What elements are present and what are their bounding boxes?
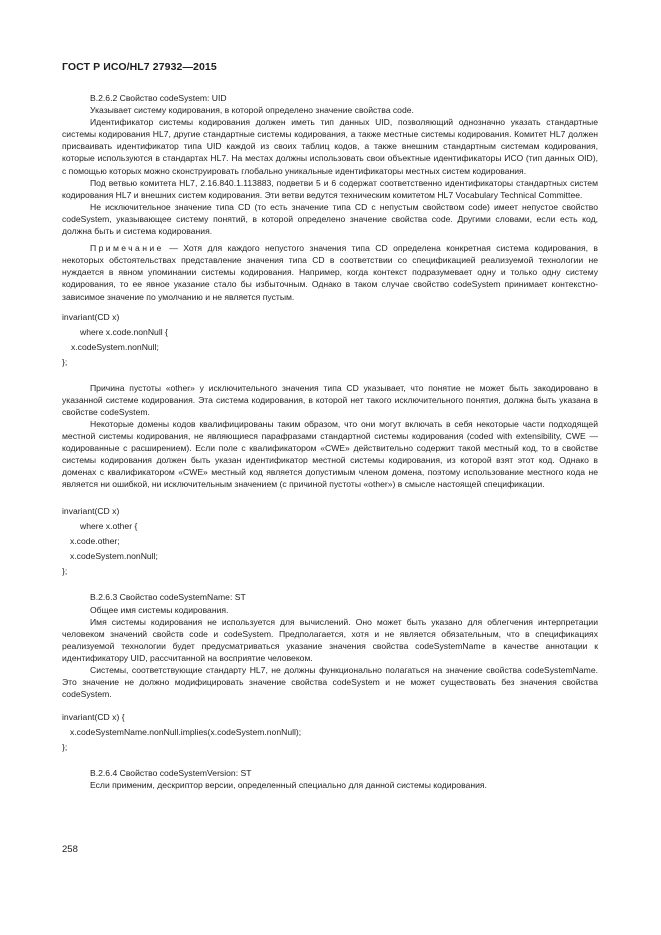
code-block xyxy=(62,710,598,755)
paragraph: Идентификатор системы кодирования должен иметь тип данных UID, позволяющий однозначно указать стандартные системы кодирования HL7, другие стандартные системы кодирования, а также местные системы кодирования. Комитет HL7 должен присваивать идентификатор типа UID каждой из своих таблиц кодов, а также внешним стандартным системам кодирования, которые используются в стандартах HL7. На местах должны использовать свои объектные идентификаторы ИСО (тип данных OID), с помощью которых можно сконструировать глобально уникальные идентификаторы местных систем кодирования. xyxy=(62,117,598,176)
code-line: }; xyxy=(62,356,68,367)
paragraph: Причина пустоты «other» у исключительного значения типа CD указывает, что понятие не может быть закодировано в указанной системе кодирования. Эта система кодирования, в которой нет такого исключительного понятия, должна быть указана в свойстве codeSystem. xyxy=(62,382,598,417)
code-block xyxy=(62,310,598,370)
code-line: invariant(CD x) { xyxy=(62,712,125,723)
paragraph: Общее имя системы кодирования. xyxy=(90,604,229,615)
note-label: Примечание xyxy=(90,243,164,254)
paragraph: Указывает систему кодирования, в которой определено значение свойства code. xyxy=(90,105,414,116)
code-line: where x.code.nonNull { xyxy=(80,326,168,337)
document-header: ГОСТ Р ИСО/HL7 27932—2015 xyxy=(62,61,217,73)
code-line: invariant(CD x) xyxy=(62,506,120,517)
section-heading-b263: В.2.6.3 Свойство codeSystemName: ST xyxy=(90,592,246,603)
paragraph: Имя системы кодирования не используется для вычислений. Оно может быть указано для облегчения интерпретации человеком значений свойств code и codeSystem. Предполагается, хотя и не является обязательным, что в спецификациях реализуемой технологии будет предусматриваться указание значения свойства codeSystemName в качестве аннотации к идентификатору UID, рассчитанной на восприятие человеком. xyxy=(62,616,598,663)
paragraph: Если применим, дескриптор версии, определенный специально для данной системы кодирования. xyxy=(90,780,487,791)
code-line: x.codeSystemName.nonNull.implies(x.codeSystem.nonNull); xyxy=(70,727,302,738)
paragraph: Некоторые домены кодов квалифицированы таким образом, что они могут включать в себя некоторые части подходящей местной системы кодирования, не являющиеся парафразами стандартной системы кодирования (coded with extensibility, CWE — кодированные с расширением). Если поле с квалификатором «CWE» действительно содержит такой местный код, то в свойстве системы кодирования должен быть указан идентификатор местной системы кодирования, из которой взят этот код. Однако в доменах с квалификатором «CWE» местный код является допустимым членом домена, поэтому использование местного кода не является ни ошибкой, ни исключительным значением (с причиной пустоты «other») в смысле настоящей спецификации. xyxy=(62,418,598,490)
paragraph: Не исключительное значение типа CD (то есть значение типа CD с непустым свойством code) имеет непустое свойство codeSystem, указывающее систему понятий, в которой определено значение свойства code. Другими словами, если есть код, должна быть и система кодирования. xyxy=(62,201,598,237)
code-line: x.code.other; xyxy=(70,536,120,547)
paragraph: Под ветвью комитета HL7, 2.16.840.1.113883, подветви 5 и 6 содержат соответственно идентификаторы стандартных систем кодирования HL7 и внешних систем кодирования. Эти ветви ведутся техническим комитетом HL7 Vocabulary Technical Committee. xyxy=(62,177,598,200)
code-line: where x.other { xyxy=(80,521,138,532)
paragraph: Системы, соответствующие стандарту HL7, не должны функционально полагаться на значение свойства codeSystemName. Это значение не должно модифицировать значение свойства codeSystem и не может существовать без значения свойства codeSystem. xyxy=(62,665,598,700)
page-content xyxy=(62,92,598,791)
code-line: x.codeSystem.nonNull; xyxy=(70,551,158,562)
section-heading-b262: В.2.6.2 Свойство codeSystem: UID xyxy=(90,93,227,103)
code-line: }; xyxy=(62,566,68,577)
note-paragraph xyxy=(62,242,598,302)
code-block xyxy=(62,504,598,579)
page-number: 258 xyxy=(62,844,78,855)
section-heading-b264: В.2.6.4 Свойство codeSystemVersion: ST xyxy=(90,768,252,779)
code-line: }; xyxy=(62,742,68,753)
code-line: x.codeSystem.nonNull; xyxy=(71,341,159,352)
code-line: invariant(CD x) xyxy=(62,311,120,322)
note-text: — Хотя для каждого непустого значения типа CD определена конкретная система кодирования, в некоторых обстоятельствах представление значения типа CD в соответствии со спецификацией реализуемой технологии не нуждается в явном упоминании системы кодирования. Например, когда контекст подразумевает одну и только одну систему кодирования, то ее явное указание стало бы избыточным. Однако в таком случае свойство codeSystem принимает контекстно-зависимое значение по умолчанию и не является пустым. xyxy=(62,243,598,302)
